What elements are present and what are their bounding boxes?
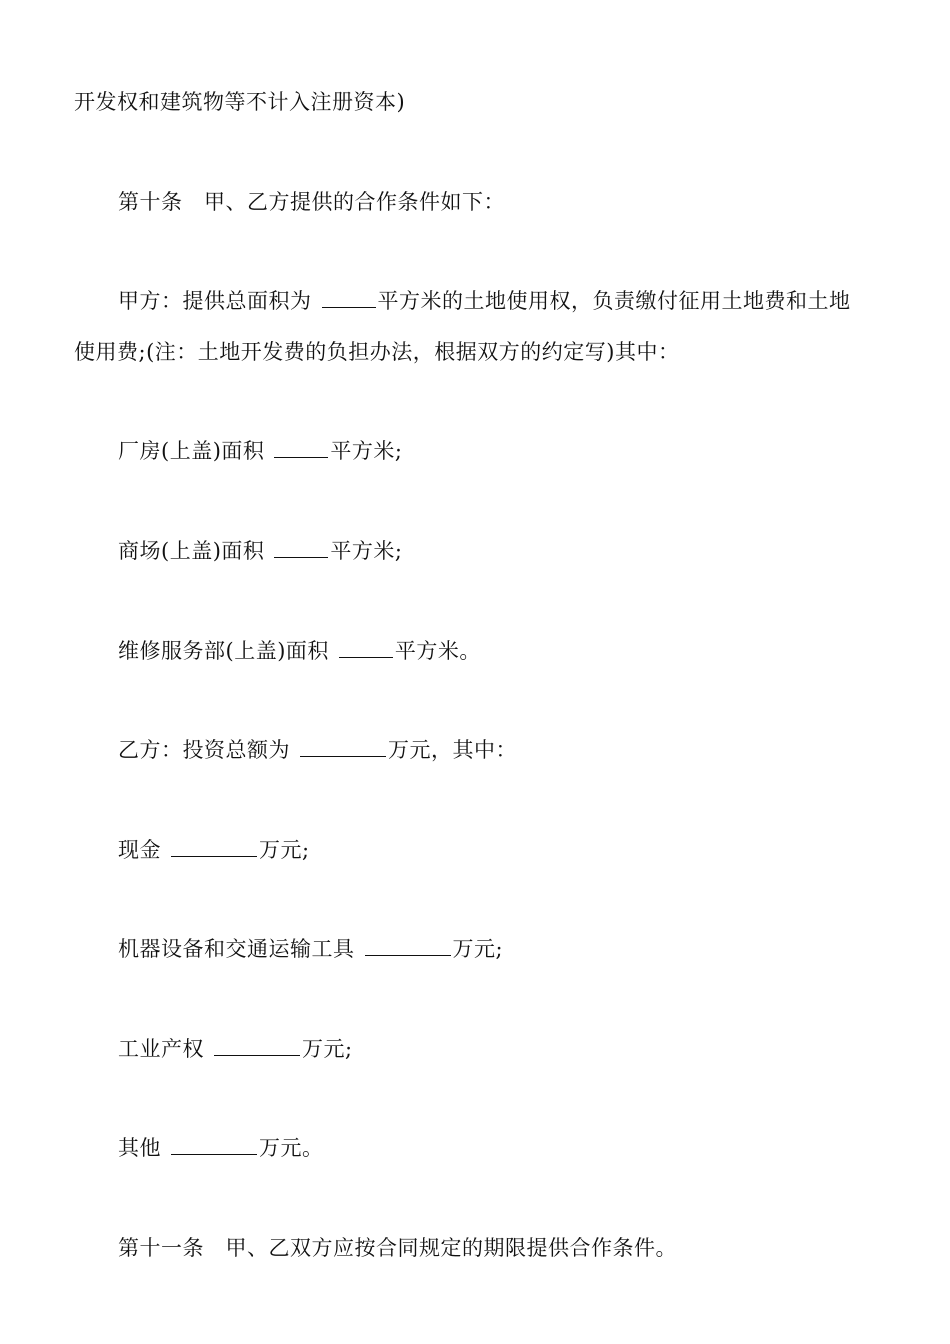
- article-10-heading: [118, 188, 505, 216]
- party-a-clause: [118, 287, 851, 315]
- text-segment: 万元，其中：: [388, 738, 517, 762]
- text-segment: 万元;: [259, 838, 310, 862]
- text-segment: 其他: [118, 1136, 161, 1160]
- text-line: 第十条 甲、乙方提供的合作条件如下：: [118, 190, 505, 214]
- industrial-property-item: [118, 1035, 353, 1063]
- text-segment: 万元。: [259, 1136, 324, 1160]
- fill-blank: [339, 639, 393, 658]
- text-segment: 工业产权: [118, 1037, 204, 1061]
- fill-blank: [365, 937, 451, 956]
- article-11-heading: [118, 1234, 677, 1262]
- text-segment: 厂房(上盖)面积: [118, 439, 265, 463]
- text-segment: 维修服务部(上盖)面积: [118, 639, 329, 663]
- fill-blank: [300, 738, 386, 757]
- text-segment: 万元;: [452, 937, 504, 961]
- text-segment: 平方米的土地使用权，负责缴付征用土地费和土地: [377, 289, 851, 313]
- service-area-item: [118, 637, 481, 665]
- fill-blank: [274, 439, 328, 458]
- paragraph-continuation: [74, 88, 405, 116]
- factory-area-item: [118, 437, 402, 465]
- text-segment: 平方米;: [330, 539, 403, 563]
- cash-item: [118, 836, 310, 864]
- text-segment: 平方米。: [394, 639, 481, 663]
- text-line: 使用费;(注：土地开发费的负担办法，根据双方的约定写)其中：: [74, 340, 680, 364]
- text-line: 开发权和建筑物等不计入注册资本): [74, 90, 406, 114]
- fill-blank: [322, 289, 376, 308]
- party-a-clause-continued: [74, 338, 679, 366]
- text-segment: 机器设备和交通运输工具: [118, 937, 355, 961]
- text-segment: 平方米;: [330, 439, 403, 463]
- text-segment: 万元;: [302, 1037, 353, 1061]
- text-line: 第十一条 甲、乙双方应按合同规定的期限提供合作条件。: [118, 1236, 677, 1260]
- text-segment: 现金: [118, 838, 161, 862]
- text-segment: 甲方：提供总面积为: [118, 289, 312, 313]
- text-segment: 乙方：投资总额为: [118, 738, 290, 762]
- fill-blank: [171, 838, 257, 857]
- party-b-clause: [118, 736, 517, 764]
- equipment-item: [118, 935, 503, 963]
- text-segment: 商场(上盖)面积: [118, 539, 265, 563]
- other-item: [118, 1134, 324, 1162]
- fill-blank: [214, 1037, 300, 1056]
- fill-blank: [171, 1136, 257, 1155]
- fill-blank: [274, 539, 328, 558]
- mall-area-item: [118, 537, 402, 565]
